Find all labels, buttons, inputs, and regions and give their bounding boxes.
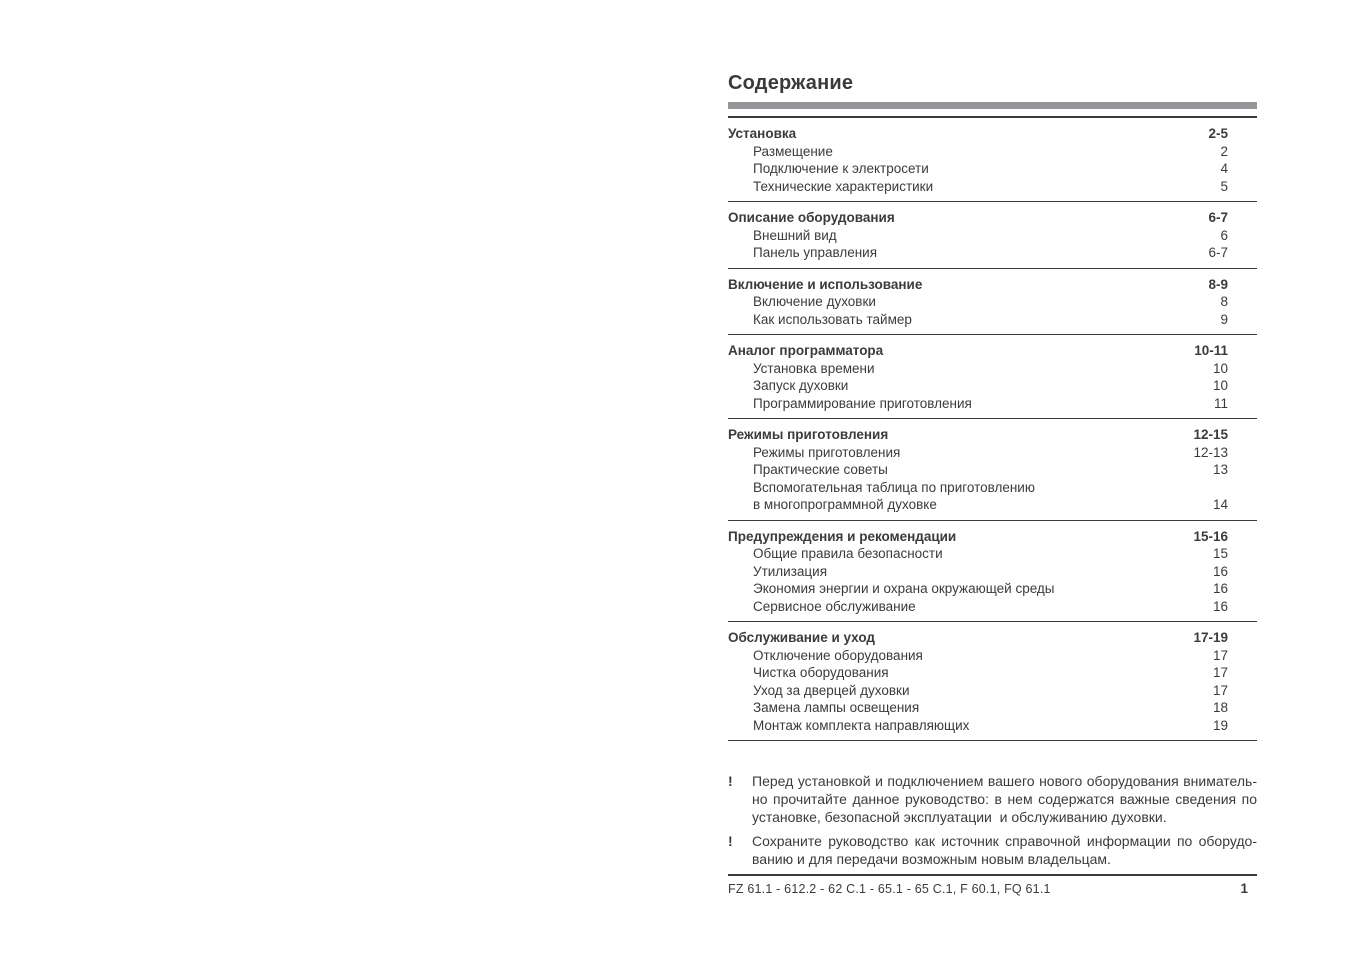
toc-item-label: Уход за дверцей духовки [753,682,910,698]
toc-section-items [728,647,1257,735]
title-underline-bar [728,102,1257,109]
toc-item-page: 10 [1212,378,1228,393]
note-text [752,772,1257,826]
toc-section-header [728,426,1257,444]
toc-item-page: 14 [1212,497,1228,512]
toc-section-title: Описание оборудования [728,210,895,225]
toc-item-page: 15 [1212,546,1228,561]
toc-item-row [728,545,1257,563]
note-line: Перед установкой и подключением вашего нового оборудования вниматель- [752,773,1257,789]
notes-block [728,772,1257,868]
toc-section-items [728,143,1257,196]
toc-item-row [728,227,1257,245]
toc-section [728,202,1257,269]
model-list: FZ 61.1 - 612.2 - 62 C.1 - 65.1 - 65 C.1, F 60.1, FQ 61.1 [728,882,1051,896]
toc-item-row [728,461,1257,479]
toc-item-row [728,311,1257,329]
toc-item-page: 11 [1213,395,1228,411]
toc-item-page: 10 [1212,360,1228,376]
toc-item-row [728,580,1257,598]
toc-section-header [728,528,1257,546]
toc-item-page: 16 [1212,598,1228,614]
toc-section [728,118,1257,202]
toc-item-label: в многопрограммной духовке [753,497,937,512]
toc-section-items [728,227,1257,262]
note-line: Сохраните руководство как источник справочной информации по оборудо- [752,833,1257,849]
toc-section-title: Обслуживание и уход [728,630,875,645]
toc-item-label: Запуск духовки [753,378,849,393]
toc-section-items [728,293,1257,328]
toc-item-page: 6 [1220,227,1228,243]
toc-item-label: Технические характеристики [753,178,934,194]
toc-section-title: Аналог программатора [728,343,884,358]
toc-item-page: 17 [1212,647,1228,663]
toc-item-label: Практические советы [753,462,888,477]
toc-item-row [728,395,1257,413]
toc-item-label: Сервисное обслуживание [753,598,916,614]
toc-item-row [728,293,1257,311]
toc-item-row [728,496,1257,514]
exclamation-marker: ! [728,833,733,849]
toc-item-row [728,699,1257,717]
toc-item-row [728,143,1257,161]
toc-section-pages: 10-11 [1194,343,1228,358]
toc-item-page: 12-13 [1193,444,1228,460]
toc-section-pages: 17-19 [1193,630,1228,645]
toc-section-pages: 12-15 [1193,427,1228,442]
toc-item-row [728,244,1257,262]
toc-item-label: Монтаж комплекта направляющих [753,717,970,733]
page-title: Содержание [728,72,854,94]
toc-section-pages: 8-9 [1208,276,1228,292]
toc-item-row [728,160,1257,178]
toc-item-label: Режимы приготовления [753,444,901,460]
toc-item-label: Утилизация [753,563,827,579]
toc-item-page: 13 [1212,462,1228,477]
toc-item-label: Программирование приготовления [753,395,972,411]
toc-item-label: Отключение оборудования [753,647,923,663]
toc-item-page: 17 [1212,682,1228,698]
toc-item-page: 17 [1212,665,1228,680]
note [728,832,1257,868]
toc-section-title: Предупреждения и рекомендации [728,528,957,544]
toc-item-page: 19 [1212,717,1228,733]
toc-item-label: Чистка оборудования [753,665,889,680]
toc-section-title: Включение и использование [728,276,923,292]
toc-item-label: Как использовать таймер [753,311,912,327]
toc-item-page: 6-7 [1208,245,1228,260]
note-line: установке, безопасной эксплуатации и обслуживанию духовки. [752,809,1167,825]
toc-section-items [728,545,1257,615]
toc-item-row [728,479,1257,497]
toc-item-row [728,717,1257,735]
note-line: ванию и для передачи возможным новым владельцам. [752,851,1111,867]
toc-item-page: 4 [1220,161,1228,176]
toc-page [728,72,1257,896]
toc-section [728,419,1257,521]
toc-item-page: 9 [1220,311,1228,327]
toc-section-header [728,342,1257,360]
toc-section-title: Установка [728,126,797,141]
toc-item-row [728,647,1257,665]
toc-item-page: 18 [1212,700,1228,715]
toc-item-label: Внешний вид [753,227,837,243]
toc-item-label: Замена лампы освещения [753,700,920,715]
toc-item-row [728,178,1257,196]
toc-section-title: Режимы приготовления [728,427,889,442]
toc-section-items [728,444,1257,514]
exclamation-marker: ! [728,773,733,789]
page-footer [728,874,1257,896]
toc-item-page: 2 [1220,143,1228,159]
toc-item-label: Экономия энергии и охрана окружающей среды [753,581,1055,596]
page-number: 1 [1240,881,1248,896]
toc-item-row [728,664,1257,682]
toc-item-row [728,598,1257,616]
toc-item-page: 16 [1212,563,1228,579]
toc-section-pages: 2-5 [1208,126,1228,141]
toc-item-row [728,444,1257,462]
toc-section-header [728,125,1257,143]
note [728,772,1257,826]
toc-section [728,521,1257,623]
toc-item-label: Общие правила безопасности [753,546,943,561]
toc-section [728,622,1257,741]
toc-section-pages: 6-7 [1208,210,1228,225]
toc-section-header [728,629,1257,647]
toc-item-page: 5 [1220,178,1228,194]
toc-item-label: Панель управления [753,245,878,260]
note-text [752,832,1257,868]
toc-item-label: Подключение к электросети [753,161,929,176]
toc-item-row [728,563,1257,581]
toc-section-header [728,276,1257,294]
toc-item-page: 8 [1220,294,1228,309]
toc-item-page: 16 [1212,581,1228,596]
toc-item-row [728,682,1257,700]
toc-item-label: Установка времени [753,360,875,376]
toc-item-label: Включение духовки [753,294,876,309]
toc-item-row [728,377,1257,395]
toc-section [728,335,1257,419]
toc-item-label: Вспомогательная таблица по приготовлению [753,479,1035,495]
toc-item-row [728,360,1257,378]
toc-section-items [728,360,1257,413]
toc-item-label: Размещение [753,143,833,159]
toc-section-header [728,209,1257,227]
toc-section [728,269,1257,336]
table-of-contents [728,116,1257,741]
toc-section-pages: 15-16 [1193,528,1228,544]
note-line: но прочитайте данное руководство: в нем содержатся важные сведения по [752,791,1257,807]
